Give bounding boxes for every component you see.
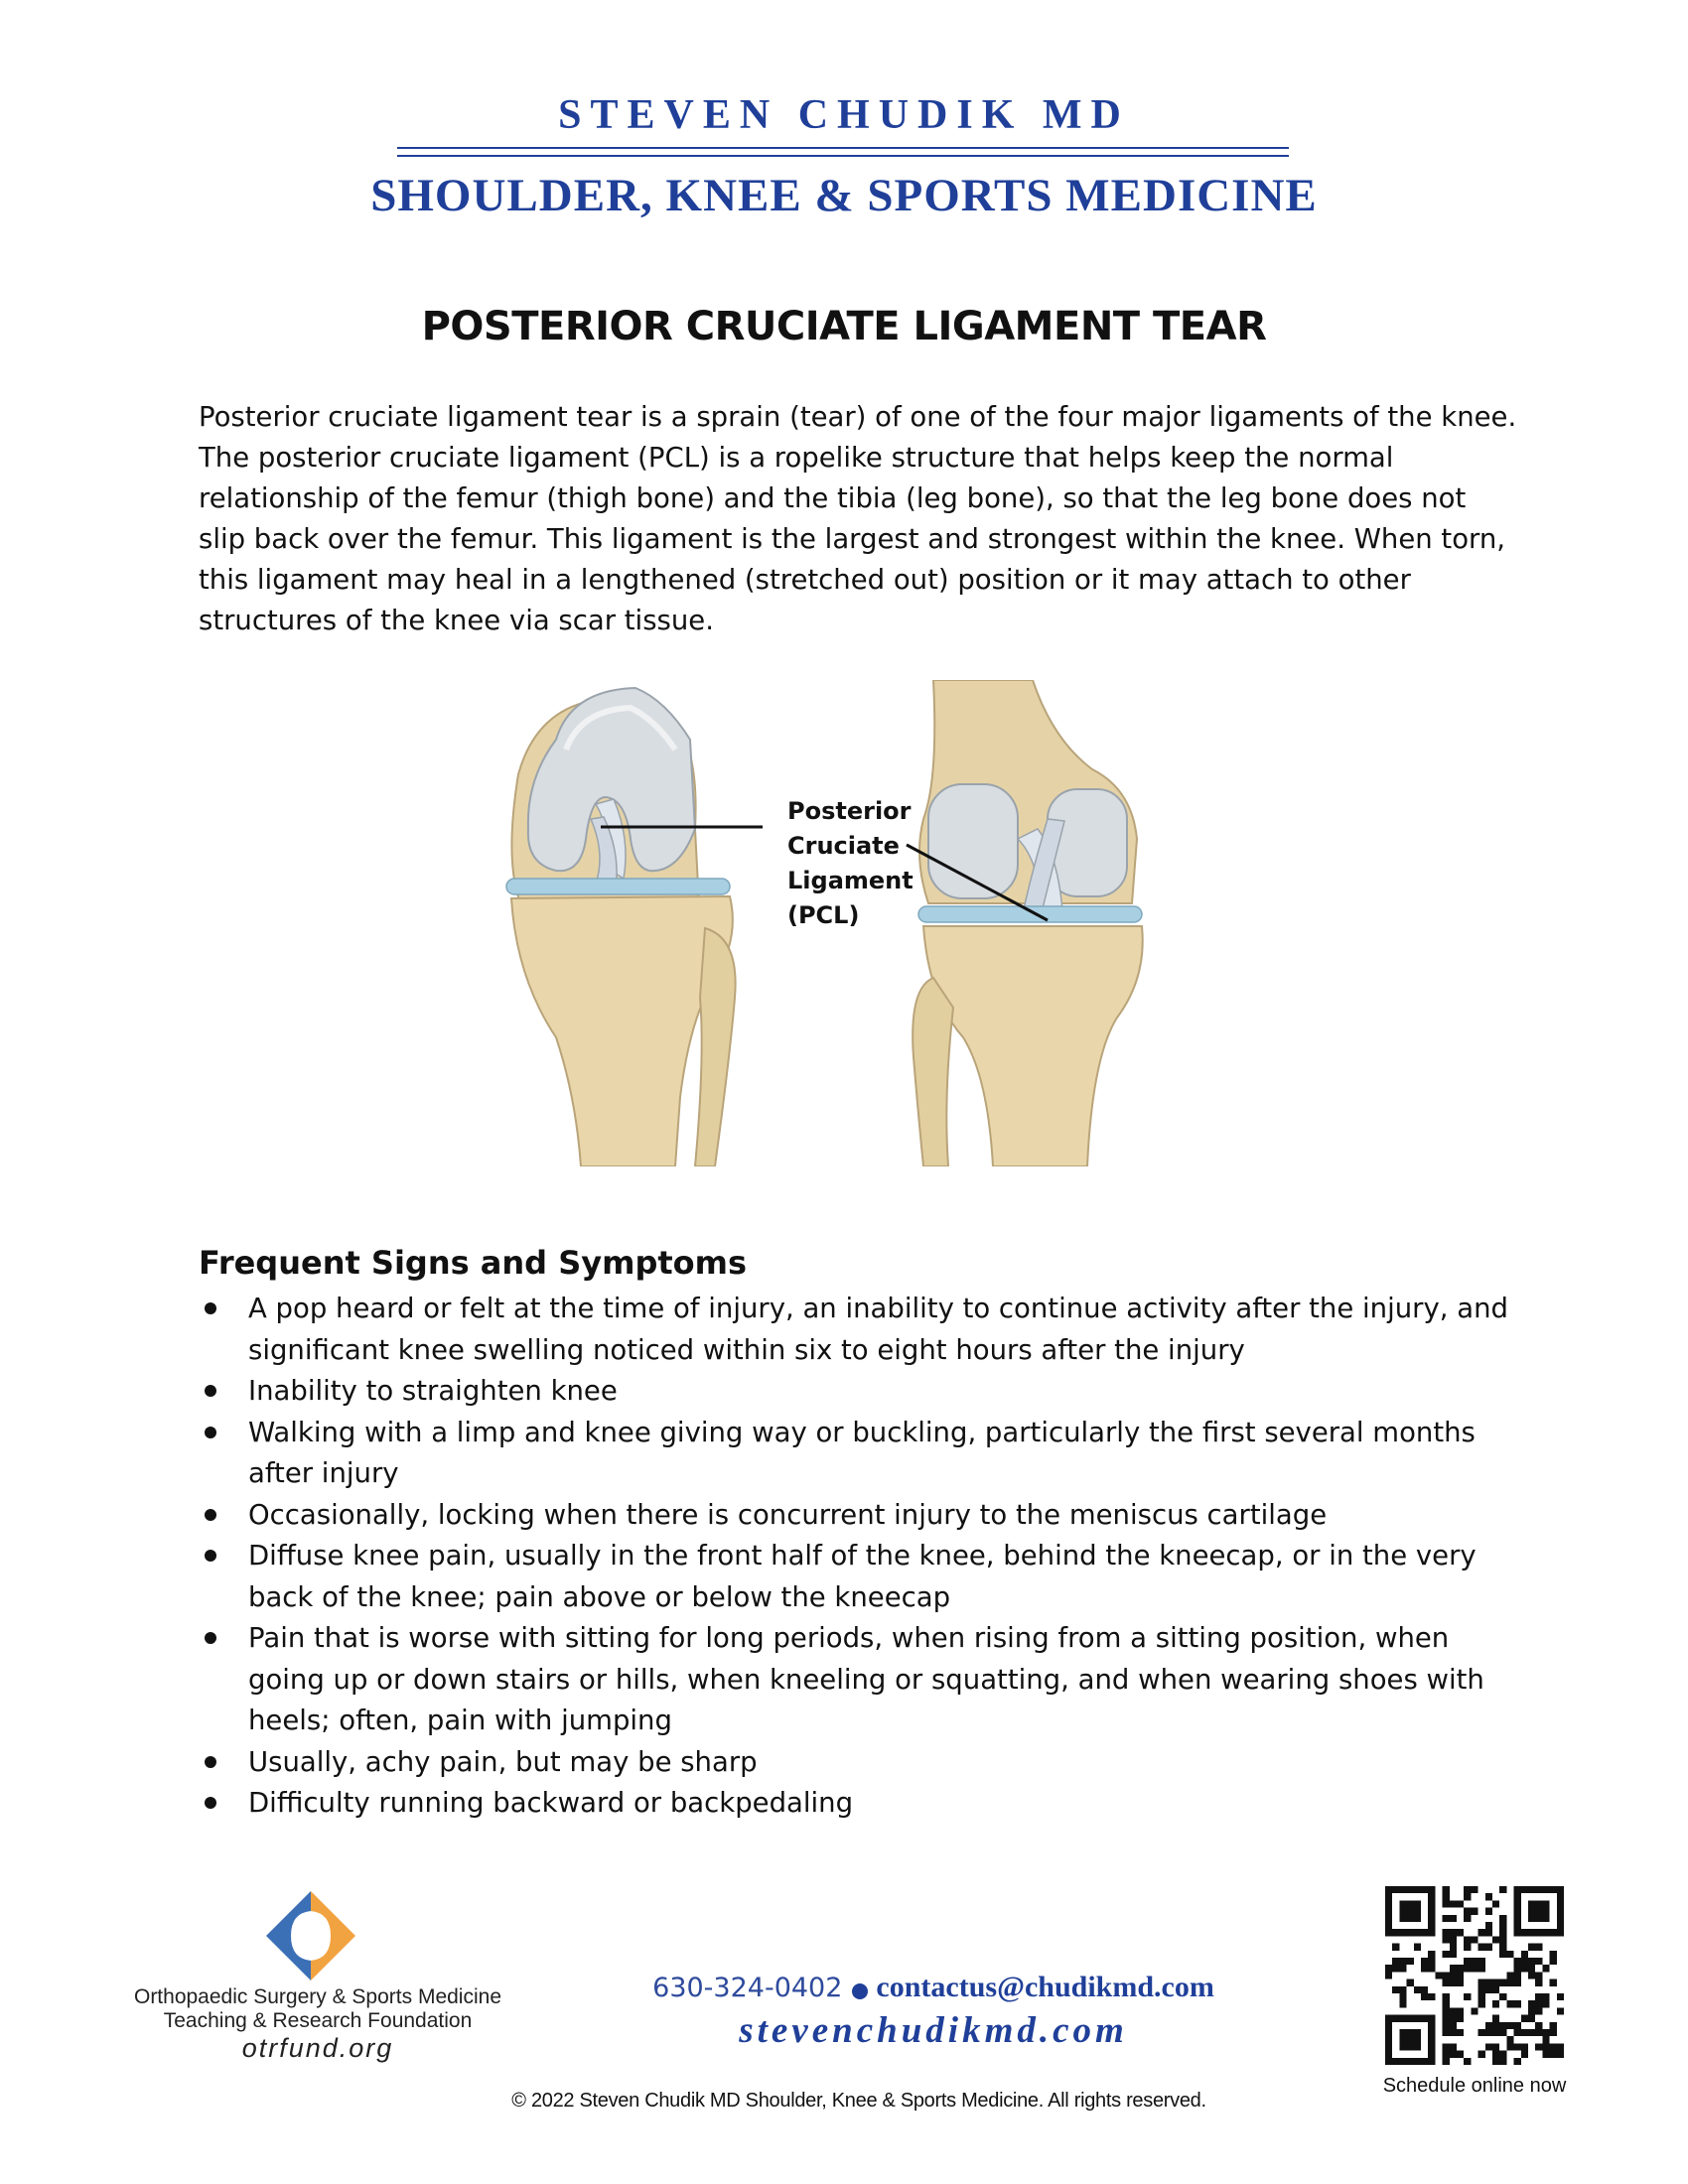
intro-line: The posterior cruciate ligament (PCL) is a ropelike structure that helps keep the normal [199,442,1394,474]
document-title: POSTERIOR CRUCIATE LIGAMENT TEAR [421,304,1267,349]
intro-line: this ligament may heal in a lengthened (stretched out) position or it may attach to other [199,564,1411,596]
bullet-icon [205,1550,216,1562]
symptom-item [199,1371,1519,1413]
foundation-url[interactable]: otrfund.org [241,2033,394,2063]
header-rule-top [397,147,1289,149]
intro-line: structures of the knee via scar tissue. [199,605,714,636]
foundation-name-line1: Orthopaedic Surgery & Sports Medicine [133,1985,501,2008]
bullet-icon [205,1385,216,1397]
symptom-text: Diffuse knee pain, usually in the front half of the knee, behind the kneecap, or in the very [248,1540,1477,1571]
bullet-icon [205,1797,216,1809]
bullet-icon [205,1756,216,1768]
symptom-item [199,1742,1519,1784]
copyright-notice: © 2022 Steven Chudik MD Shoulder, Knee & Sports Medicine. All rights reserved. [511,2090,1206,2112]
symptom-text: back of the knee; pain above or below the kneecap [248,1580,951,1613]
pcl-label [787,794,914,933]
symptom-text: after injury [248,1457,399,1489]
bullet-dot-icon [852,1983,868,1999]
symptom-item [199,1618,1519,1742]
brand-subtitle: SHOULDER, KNEE & SPORTS MEDICINE [370,170,1318,221]
symptoms-heading: Frequent Signs and Symptoms [199,1244,748,1282]
right-knee-drawing [913,680,1143,1166]
symptom-item [199,1783,1519,1825]
symptom-text: heels; often, pain with jumping [248,1705,672,1736]
pcl-label-line: Cruciate [787,832,900,860]
email-link[interactable]: contactus@chudikmd.com [876,1971,1214,2003]
intro-line: Posterior cruciate ligament tear is a sprain (tear) of one of the four major ligaments of the knee. [199,401,1517,433]
pcl-label-line: Posterior [787,797,912,825]
symptom-text: Inability to straighten knee [248,1375,618,1407]
intro-paragraph [199,397,1519,641]
intro-line: relationship of the femur (thigh bone) and the tibia (leg bone), so that the leg bone does not [199,482,1467,514]
symptom-text: Occasionally, locking when there is concurrent injury to the meniscus cartilage [248,1498,1328,1531]
phone-number[interactable]: 630-324-0402 [652,1973,843,2003]
website-link[interactable]: stevenchudikmd.com [739,2010,1128,2051]
symptom-text: Pain that is worse with sitting for long periods, when rising from a sitting position, when [248,1622,1450,1654]
symptom-text: Usually, achy pain, but may be sharp [248,1745,758,1778]
pcl-label-line: Ligament [787,867,914,894]
symptom-text: A pop heard or felt at the time of injury, an inability to continue activity after the injury, and [248,1293,1508,1324]
header-rule-bottom [397,155,1289,157]
qr-caption: Schedule online now [1382,2075,1567,2097]
foundation-name-line2: Teaching & Research Foundation [163,2009,473,2032]
bullet-icon [205,1632,216,1644]
symptom-text: Difficulty running backward or backpedaling [248,1787,854,1819]
pcl-label-line: (PCL) [787,901,860,929]
contact-line [596,1971,1271,2004]
otr-foundation-logo [256,1891,365,1980]
intro-line: slip back over the femur. This ligament is the largest and strongest within the knee. When torn, [199,523,1506,555]
symptom-item [199,1495,1519,1537]
qr-code[interactable] [1385,1886,1564,2065]
bullet-icon [205,1302,216,1314]
symptoms-list [199,1289,1519,1825]
bullet-icon [205,1427,216,1438]
symptom-item [199,1289,1519,1371]
symptom-text: going up or down stairs or hills, when kneeling or squatting, and when wearing shoes with [248,1663,1484,1696]
brand-name: STEVEN CHUDIK MD [558,92,1130,138]
symptom-item [199,1536,1519,1618]
symptom-text: Walking with a limp and knee giving way or buckling, particularly the first several months [248,1416,1476,1448]
left-knee-drawing [506,688,736,1166]
symptom-text: significant knee swelling noticed within six to eight hours after the injury [248,1333,1245,1366]
symptom-item [199,1413,1519,1495]
bullet-icon [205,1509,216,1521]
